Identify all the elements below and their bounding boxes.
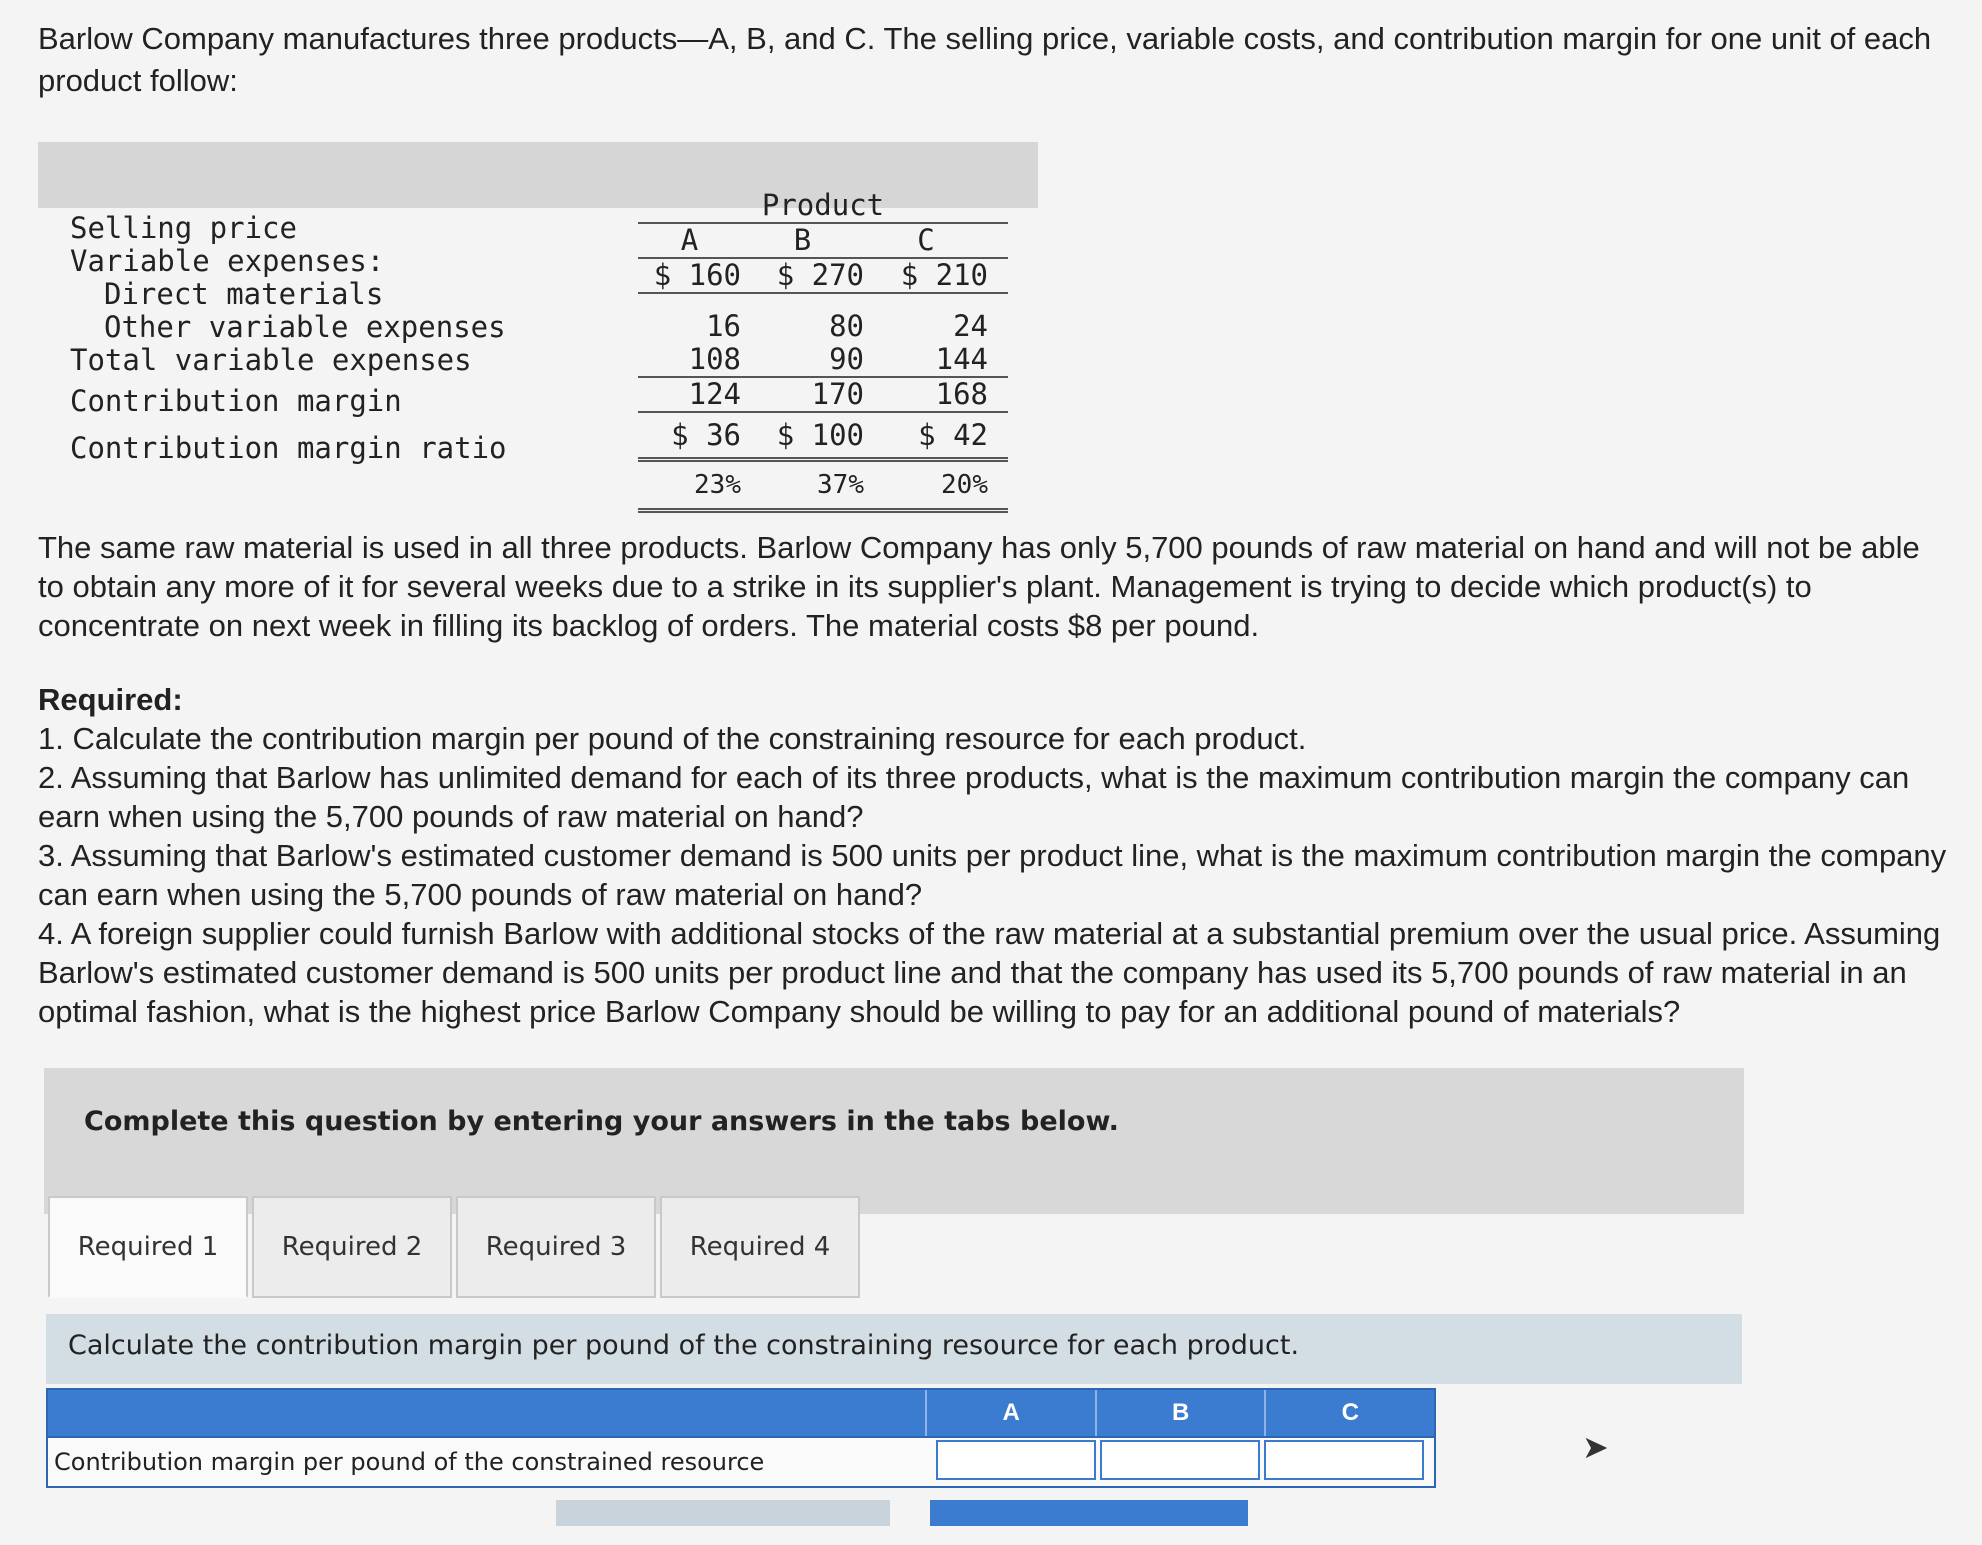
answer-row bbox=[46, 1438, 1436, 1488]
direct-materials-a: 16 bbox=[706, 309, 741, 343]
total-variable-c: 168 bbox=[935, 377, 988, 411]
contribution-margin-row bbox=[638, 413, 1008, 462]
label-direct-materials: Direct materials bbox=[104, 277, 384, 311]
label-other-variable: Other variable expenses bbox=[104, 310, 506, 344]
required-item-4: 4. A foreign supplier could furnish Barlow with additional stocks of the raw material at a substantial premium over the usual price. Assuming Barlow's estimated customer demand is 500 units per product line and that the company has used its 5,700 pounds of raw material in an optimal fashion, what is the highest price Barlow Company should be willing to pay for an additional pound of materials? bbox=[38, 916, 1941, 1029]
required-item-1: 1. Calculate the contribution margin per pound of the constraining resource for each product. bbox=[38, 721, 1307, 756]
tab-required-1[interactable]: Required 1 bbox=[48, 1196, 248, 1298]
answer-table bbox=[46, 1388, 1436, 1488]
intro-text: Barlow Company manufactures three products—A, B, and C. The selling price, variable costs, and contribution margin for one unit of each product follow: bbox=[38, 21, 1932, 98]
col-header-c: C bbox=[917, 223, 935, 257]
product-header: Product bbox=[638, 188, 1008, 224]
task-band bbox=[46, 1314, 1742, 1384]
col-header-b: B bbox=[793, 223, 812, 257]
label-contribution-margin: Contribution margin bbox=[70, 384, 402, 418]
other-variable-b: 90 bbox=[829, 342, 864, 376]
cm-ratio-b: 37% bbox=[817, 469, 864, 500]
selling-price-c: $ 210 bbox=[900, 258, 988, 292]
required-title: Required: bbox=[38, 682, 183, 717]
answer-row-label: Contribution margin per pound of the constrained resource bbox=[54, 1448, 765, 1476]
cm-ratio-c: 20% bbox=[941, 469, 988, 500]
selling-price-a: $ 160 bbox=[653, 258, 741, 292]
task-text: Calculate the contribution margin per pound of the constraining resource for each product. bbox=[68, 1330, 1300, 1361]
required-section bbox=[38, 680, 1948, 1031]
label-cm-ratio: Contribution margin ratio bbox=[70, 431, 507, 465]
instruction-text: Complete this question by entering your answers in the tabs below. bbox=[84, 1106, 1119, 1137]
total-variable-a: 124 bbox=[688, 377, 741, 411]
total-variable-b: 170 bbox=[811, 377, 864, 411]
other-variable-a: 108 bbox=[688, 342, 741, 376]
label-variable-expenses: Variable expenses: bbox=[70, 244, 385, 278]
label-total-variable: Total variable expenses bbox=[70, 343, 472, 377]
answer-input-a[interactable] bbox=[936, 1440, 1096, 1480]
answer-table-header bbox=[46, 1388, 1436, 1438]
next-button[interactable] bbox=[930, 1500, 1248, 1526]
scenario-paragraph: The same raw material is used in all three products. Barlow Company has only 5,700 pounds of raw material on hand and will not be able to obtain any more of it for several weeks due to a strike in its supplier's plant. Management is trying to decide which product(s) to concentrate on next week in filling its backlog of orders. The material costs $8 per pound. bbox=[38, 530, 1920, 643]
tab-required-3[interactable]: Required 3 bbox=[456, 1196, 656, 1298]
contribution-margin-a: $ 36 bbox=[671, 417, 741, 452]
required-item-3: 3. Assuming that Barlow's estimated customer demand is 500 units per product line, what is the maximum contribution margin the company can earn when using the 5,700 pounds of raw material on hand? bbox=[38, 838, 1947, 912]
other-variable-c: 144 bbox=[935, 342, 988, 376]
tab-required-2[interactable]: Required 2 bbox=[252, 1196, 452, 1298]
contribution-margin-b: $ 100 bbox=[776, 417, 864, 452]
answer-col-a: A bbox=[925, 1390, 1095, 1436]
cm-ratio-a: 23% bbox=[694, 469, 741, 500]
answer-input-c[interactable] bbox=[1264, 1440, 1424, 1480]
label-selling-price: Selling price bbox=[70, 211, 297, 245]
prev-button[interactable] bbox=[556, 1500, 890, 1526]
required-item-2: 2. Assuming that Barlow has unlimited demand for each of its three products, what is the maximum contribution margin the company can earn when using the 5,700 pounds of raw material on hand? bbox=[38, 760, 1910, 834]
required-list bbox=[38, 719, 1948, 1031]
row-labels bbox=[70, 212, 670, 465]
selling-price-b: $ 270 bbox=[776, 258, 864, 292]
answer-col-c: C bbox=[1264, 1390, 1434, 1436]
instruction-band bbox=[44, 1068, 1744, 1214]
cm-ratio-row bbox=[638, 462, 1008, 513]
total-variable-row bbox=[638, 378, 1008, 413]
direct-materials-row bbox=[638, 310, 1008, 343]
other-variable-row bbox=[638, 343, 1008, 378]
column-headers bbox=[638, 224, 1008, 259]
col-header-a: A bbox=[680, 223, 699, 257]
tab-required-4[interactable]: Required 4 bbox=[660, 1196, 860, 1298]
required-tabs bbox=[48, 1196, 860, 1298]
direct-materials-b: 80 bbox=[829, 309, 864, 343]
contribution-margin-c: $ 42 bbox=[918, 417, 988, 452]
direct-materials-c: 24 bbox=[953, 309, 988, 343]
mouse-cursor-icon: ➤ bbox=[1582, 1429, 1609, 1465]
answer-col-b: B bbox=[1095, 1390, 1265, 1436]
number-grid bbox=[638, 224, 1008, 513]
selling-price-row bbox=[638, 259, 1008, 294]
answer-input-b[interactable] bbox=[1100, 1440, 1260, 1480]
